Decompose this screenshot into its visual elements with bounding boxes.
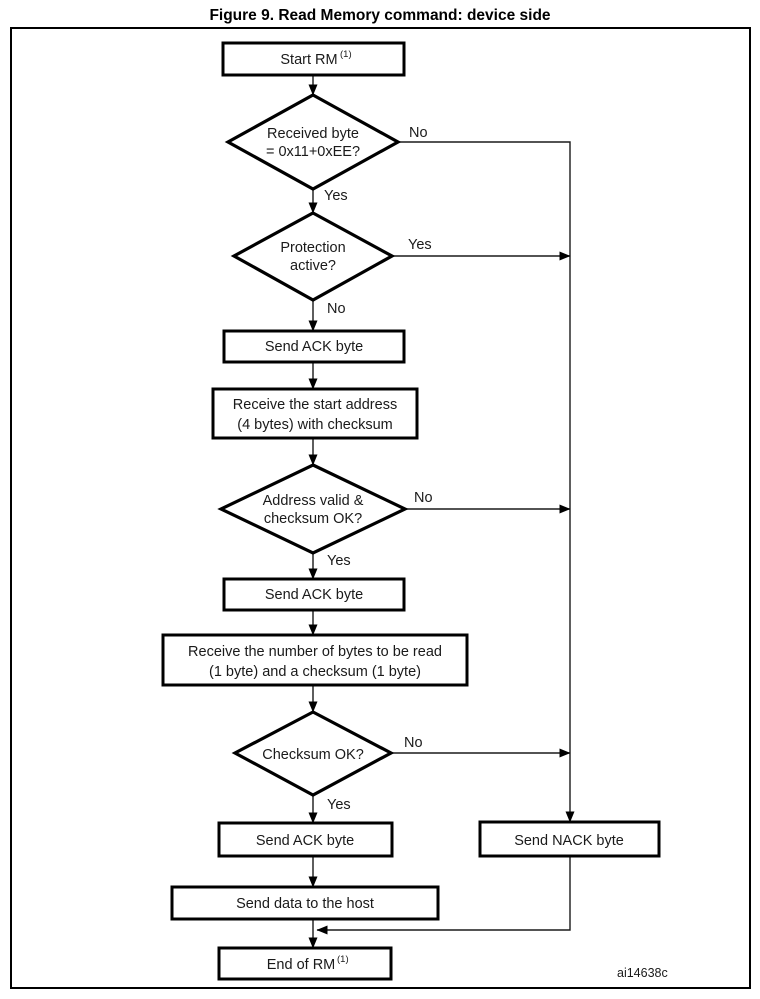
decision-protection-shape	[234, 213, 392, 300]
node-start-label: Start RM	[280, 52, 338, 68]
label-checksum-yes: Yes	[327, 797, 351, 813]
decision-received-byte-line2: = 0x11+0xEE?	[265, 144, 361, 160]
label-protection-no: No	[327, 301, 346, 317]
node-send-nack	[480, 822, 659, 856]
label-received-byte-no: No	[409, 125, 428, 141]
node-start-superscript: (1)	[340, 49, 352, 60]
decision-checksum-label: Checksum OK?	[262, 747, 364, 763]
figure-title: Figure 9. Read Memory command: device side	[209, 7, 551, 24]
label-address-valid-yes: Yes	[327, 553, 351, 569]
node-send-ack-2	[224, 579, 404, 610]
figure-id-watermark: ai14638c	[617, 966, 668, 980]
decision-address-valid-line1: Address valid &	[262, 493, 364, 509]
label-address-valid-no: No	[414, 490, 433, 506]
decision-address-valid-line2: checksum OK?	[263, 511, 363, 527]
node-receive-count-line1: Receive the number of bytes to be read	[188, 644, 442, 660]
node-end-label: End of RM	[266, 957, 336, 973]
node-send-data	[172, 887, 438, 919]
decision-received-byte-shape	[228, 95, 398, 189]
node-start	[223, 43, 404, 75]
node-receive-address-line1: Receive the start address	[232, 397, 398, 413]
node-send-nack-label: Send NACK byte	[514, 833, 624, 849]
decision-address-valid	[221, 465, 405, 553]
node-receive-count	[163, 635, 467, 685]
node-end-superscript: (1)	[337, 954, 349, 965]
node-send-data-label: Send data to the host	[236, 896, 374, 912]
node-receive-address-line2: (4 bytes) with checksum	[237, 417, 393, 433]
node-receive-address	[213, 389, 417, 438]
decision-received-byte	[228, 95, 398, 189]
node-send-ack-1-label: Send ACK byte	[264, 339, 364, 355]
decision-protection-line1: Protection	[280, 240, 346, 256]
node-end	[219, 948, 391, 979]
decision-received-byte-line1: Received byte	[267, 126, 359, 142]
decision-protection	[234, 213, 392, 300]
node-send-ack-2-label: Send ACK byte	[264, 587, 364, 603]
decision-checksum	[235, 712, 391, 795]
decision-address-valid-shape	[221, 465, 405, 553]
node-send-ack-3	[219, 823, 392, 856]
label-checksum-no: No	[404, 735, 423, 751]
node-send-ack-1	[224, 331, 404, 362]
decision-protection-line2: active?	[290, 258, 336, 274]
label-received-byte-yes: Yes	[324, 188, 348, 204]
label-protection-yes: Yes	[408, 237, 432, 253]
node-receive-count-line2: (1 byte) and a checksum (1 byte)	[209, 664, 421, 680]
node-send-ack-3-label: Send ACK byte	[255, 833, 355, 849]
